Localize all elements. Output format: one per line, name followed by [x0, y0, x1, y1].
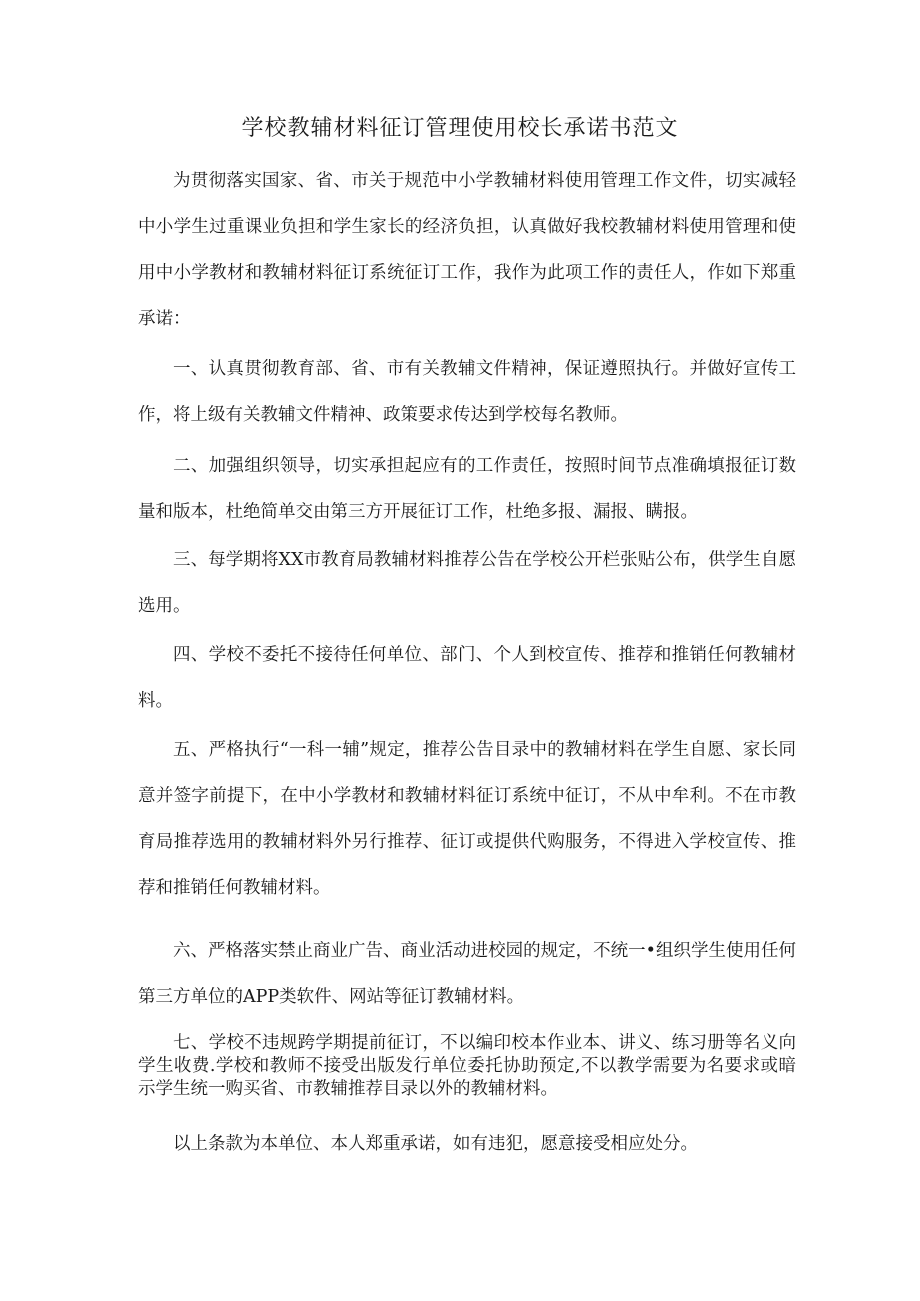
- document-title: 学校教辅材料征订管理使用校长承诺书范文: [241, 116, 679, 141]
- clause-4-paragraph: 四、学校不委托不接待任何单位、部门、个人到校宣传、推荐和推销任何教辅材料。: [138, 645, 796, 711]
- clause-1-paragraph: 一、认真贯彻教育部、省、市有关教辅文件精神，保证遵照执行。并做好宣传工作，将上级有关教辅文件精神、政策要求传达到学校每名教师。: [138, 359, 796, 425]
- clause-6-paragraph: 六、严格落实禁止商业广告、商业活动进校园的规定，不统一•组织学生使用任何第三方单位的APP类软件、网站等征订教辅材料。: [138, 941, 796, 1007]
- clause-3-paragraph: 三、每学期将XX市教育局教辅材料推荐公告在学校公开栏张贴公布，供学生自愿选用。: [138, 550, 796, 616]
- intro-paragraph: 为贯彻落实国家、省、市关于规范中小学教辅材料使用管理工作文件，切实减轻中小学生过重课业负担和学生家长的经济负担，认真做好我校教辅材料使用管理和使用中小学教材和教辅材料征订系统征订工作，我作为此项工作的责任人，作如下郑重承诺：: [138, 171, 796, 329]
- clause-2-paragraph: 二、加强组织领导，切实承担起应有的工作责任，按照时间节点准确填报征订数量和版本，杜绝简单交由第三方开展征订工作，杜绝多报、漏报、瞒报。: [138, 456, 796, 522]
- clause-7-paragraph: 七、学校不违规跨学期提前征订，不以编印校本作业本、讲义、练习册等名义向学生收费.学校和教师不接受出版发行单位委托协助预定,不以教学需要为名要求或暗示学生统一购买省、市教辅推荐目录以外的教辅材料。: [138, 1033, 796, 1099]
- closing-paragraph: 以上条款为本单位、本人郑重承诺，如有违犯，愿意接受相应处分。: [173, 1134, 698, 1154]
- clause-5-paragraph: 五、严格执行“一科一辅”规定，推荐公告目录中的教辅材料在学生自愿、家长同意并签字前提下，在中小学教材和教辅材料征订系统中征订，不从中牟利。不在市教育局推荐选用的教辅材料外另行推荐、征订或提供代购服务，不得进入学校宣传、推荐和推销任何教辅材料。: [138, 740, 796, 898]
